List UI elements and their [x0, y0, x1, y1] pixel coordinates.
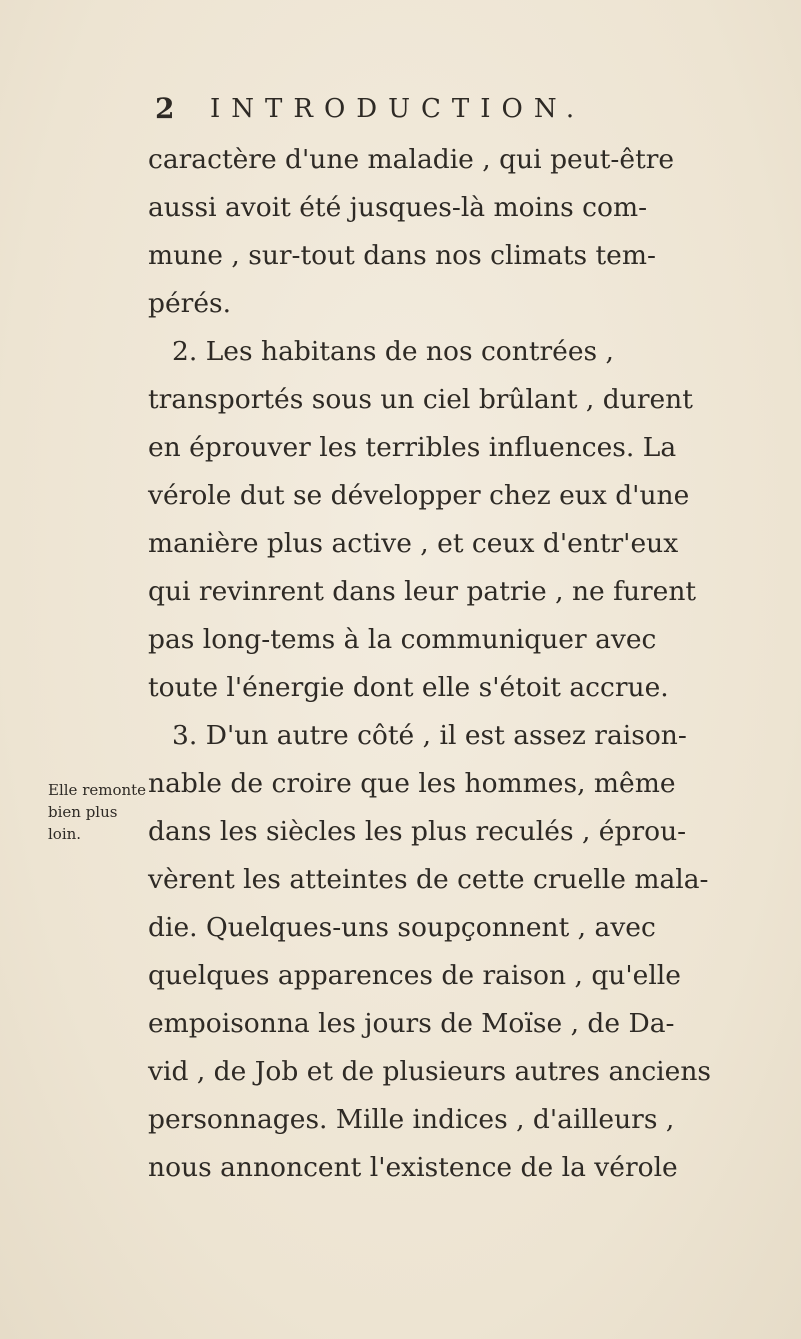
- text-line: nous annoncent l'existence de la vérole: [148, 1152, 678, 1183]
- text-line: mune , sur-tout dans nos climats tem-: [148, 240, 656, 271]
- text-line: vèrent les atteintes de cette cruelle mala-: [148, 864, 709, 895]
- page-number: 2: [155, 92, 175, 125]
- running-head: INTRODUCTION.: [210, 94, 586, 124]
- text-line: aussi avoit été jusques-là moins com-: [148, 192, 648, 223]
- text-line: vid , de Job et de plusieurs autres anciens: [148, 1056, 711, 1087]
- text-line: quelques apparences de raison , qu'elle: [148, 960, 681, 991]
- text-line: 3. D'un autre côté , il est assez raison-: [172, 720, 687, 751]
- page-header: [155, 92, 755, 132]
- text-line: dans les siècles les plus reculés , éprou-: [148, 816, 687, 847]
- margin-note: [48, 779, 148, 845]
- text-line: caractère d'une maladie , qui peut-être: [148, 144, 675, 175]
- text-line: transportés sous un ciel brûlant , durent: [148, 384, 693, 415]
- text-line: toute l'énergie dont elle s'étoit accrue.: [148, 672, 669, 703]
- text-line: manière plus active , et ceux d'entr'eux: [148, 528, 679, 559]
- margin-note-line: bien plus loin.: [48, 803, 118, 843]
- text-line: empoisonna les jours de Moïse , de Da-: [148, 1008, 675, 1039]
- text-line: pérés.: [148, 288, 232, 319]
- margin-note-line: Elle remonte: [48, 781, 147, 799]
- text-line: en éprouver les terribles influences. La: [148, 432, 677, 463]
- text-line: 2. Les habitans de nos contrées ,: [172, 336, 614, 367]
- text-line: die. Quelques-uns soupçonnent , avec: [148, 912, 656, 943]
- text-line: personnages. Mille indices , d'ailleurs ,: [148, 1104, 675, 1135]
- text-line: qui revinrent dans leur patrie , ne furent: [148, 576, 697, 607]
- text-line: vérole dut se développer chez eux d'une: [148, 480, 690, 511]
- text-line: pas long-tems à la communiquer avec: [148, 624, 657, 655]
- text-line: nable de croire que les hommes, même: [148, 768, 676, 799]
